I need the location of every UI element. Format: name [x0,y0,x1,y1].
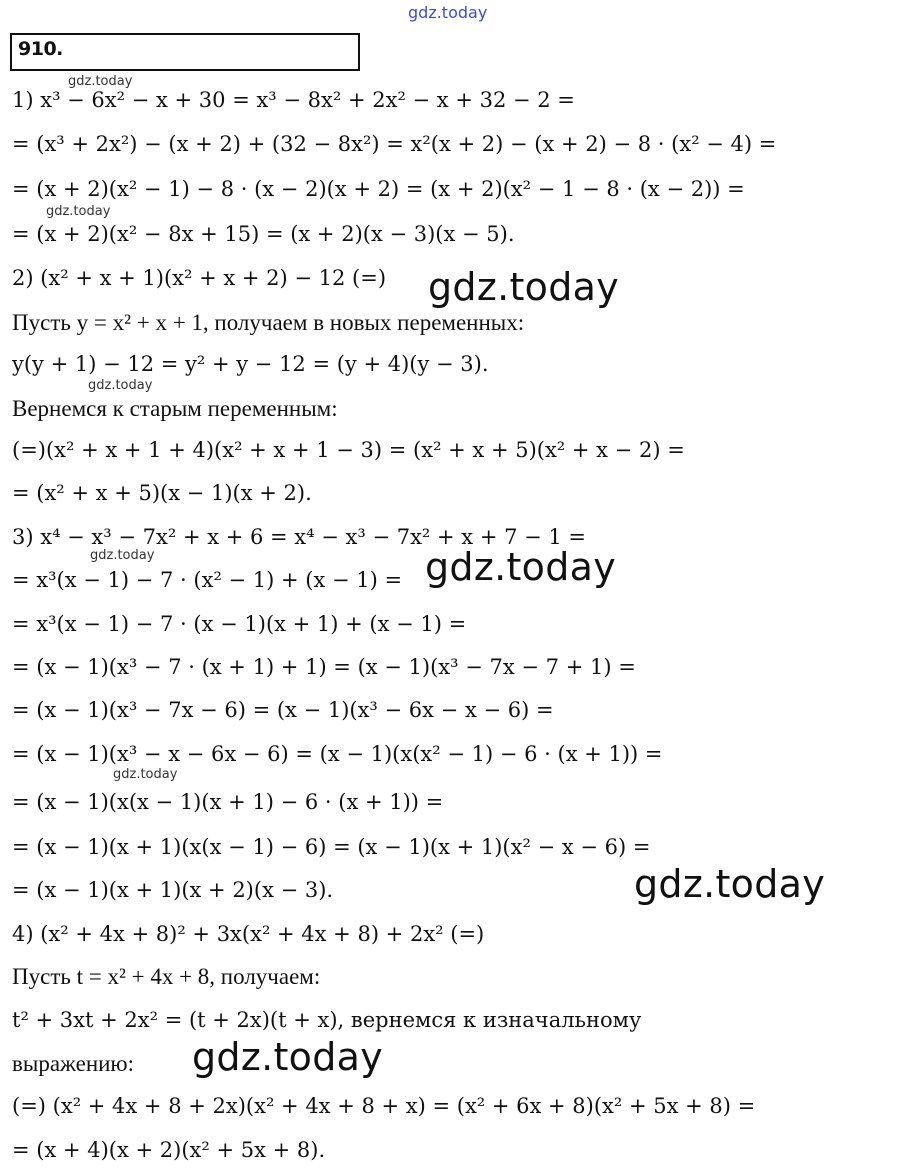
watermark-large: gdz.today [428,265,620,309]
watermark-top: gdz.today [408,3,488,22]
watermark-small: gdz.today [113,767,178,782]
solution-line: = (x + 2)(x² − 1) − 8 · (x − 2)(x + 2) = (x + 2)(x² − 1 − 8 · (x − 2)) = [12,177,745,201]
solution-line: = (x − 1)(x³ − 7x − 6) = (x − 1)(x³ − 6x − x − 6) = [12,698,554,722]
solution-line: (=) (x² + 4x + 8 + 2x)(x² + 4x + 8 + x) = (x² + 6x + 8)(x² + 5x + 8) = [12,1094,756,1118]
watermark-small: gdz.today [68,74,133,89]
solution-line: 1) x³ − 6x² − x + 30 = x³ − 8x² + 2x² − x + 32 − 2 = [12,88,575,112]
solution-line: выражению: [12,1051,135,1076]
solution-line: 4) (x² + 4x + 8)² + 3x(x² + 4x + 8) + 2x² (=) [12,922,485,946]
solution-line: (=)(x² + x + 1 + 4)(x² + x + 1 − 3) = (x² + x + 5)(x² + x − 2) = [12,438,685,462]
solution-line: = (x + 2)(x² − 8x + 15) = (x + 2)(x − 3)(x − 5). [12,222,515,246]
problem-number: 910. [18,38,63,60]
solution-line: = (x³ + 2x²) − (x + 2) + (32 − 8x²) = x²(x + 2) − (x + 2) − 8 · (x² − 4) = [12,132,777,156]
watermark-large: gdz.today [425,545,617,589]
watermark-small: gdz.today [88,378,153,393]
problem-header-box [10,33,360,71]
solution-line: = (x + 4)(x + 2)(x² + 5x + 8). [12,1138,326,1162]
solution-line: Пусть t = x² + 4x + 8, получаем: [12,964,321,989]
watermark-small: gdz.today [90,548,155,563]
solution-line: = (x − 1)(x(x − 1)(x + 1) − 6 · (x + 1)) = [12,790,444,814]
solution-line: y(y + 1) − 12 = y² + y − 12 = (y + 4)(y − 3). [12,352,489,376]
solution-line: = (x − 1)(x³ − 7 · (x + 1) + 1) = (x − 1)(x³ − 7x − 7 + 1) = [12,655,636,679]
solution-line: Пусть y = x² + x + 1, получаем в новых переменных: [12,310,525,335]
solution-line: Вернемся к старым переменным: [12,396,338,421]
solution-line: = (x² + x + 5)(x − 1)(x + 2). [12,481,312,505]
solution-line: = (x − 1)(x + 1)(x + 2)(x − 3). [12,878,334,902]
header-redaction [84,39,349,67]
solution-line: 2) (x² + x + 1)(x² + x + 2) − 12 (=) [12,266,387,290]
solution-line: = (x − 1)(x + 1)(x(x − 1) − 6) = (x − 1)(x + 1)(x² − x − 6) = [12,835,651,859]
watermark-small: gdz.today [46,204,111,219]
solution-line: t² + 3xt + 2x² = (t + 2x)(t + x), вернемся к изначальному [12,1008,642,1032]
solution-line: = (x − 1)(x³ − x − 6x − 6) = (x − 1)(x(x² − 1) − 6 · (x + 1)) = [12,742,663,766]
watermark-large: gdz.today [192,1035,384,1079]
solution-line: = x³(x − 1) − 7 · (x² − 1) + (x − 1) = [12,568,403,592]
solution-line: = x³(x − 1) − 7 · (x − 1)(x + 1) + (x − 1) = [12,612,467,636]
watermark-large: gdz.today [634,862,826,906]
solution-line: 3) x⁴ − x³ − 7x² + x + 6 = x⁴ − x³ − 7x² + x + 7 − 1 = [12,525,587,549]
